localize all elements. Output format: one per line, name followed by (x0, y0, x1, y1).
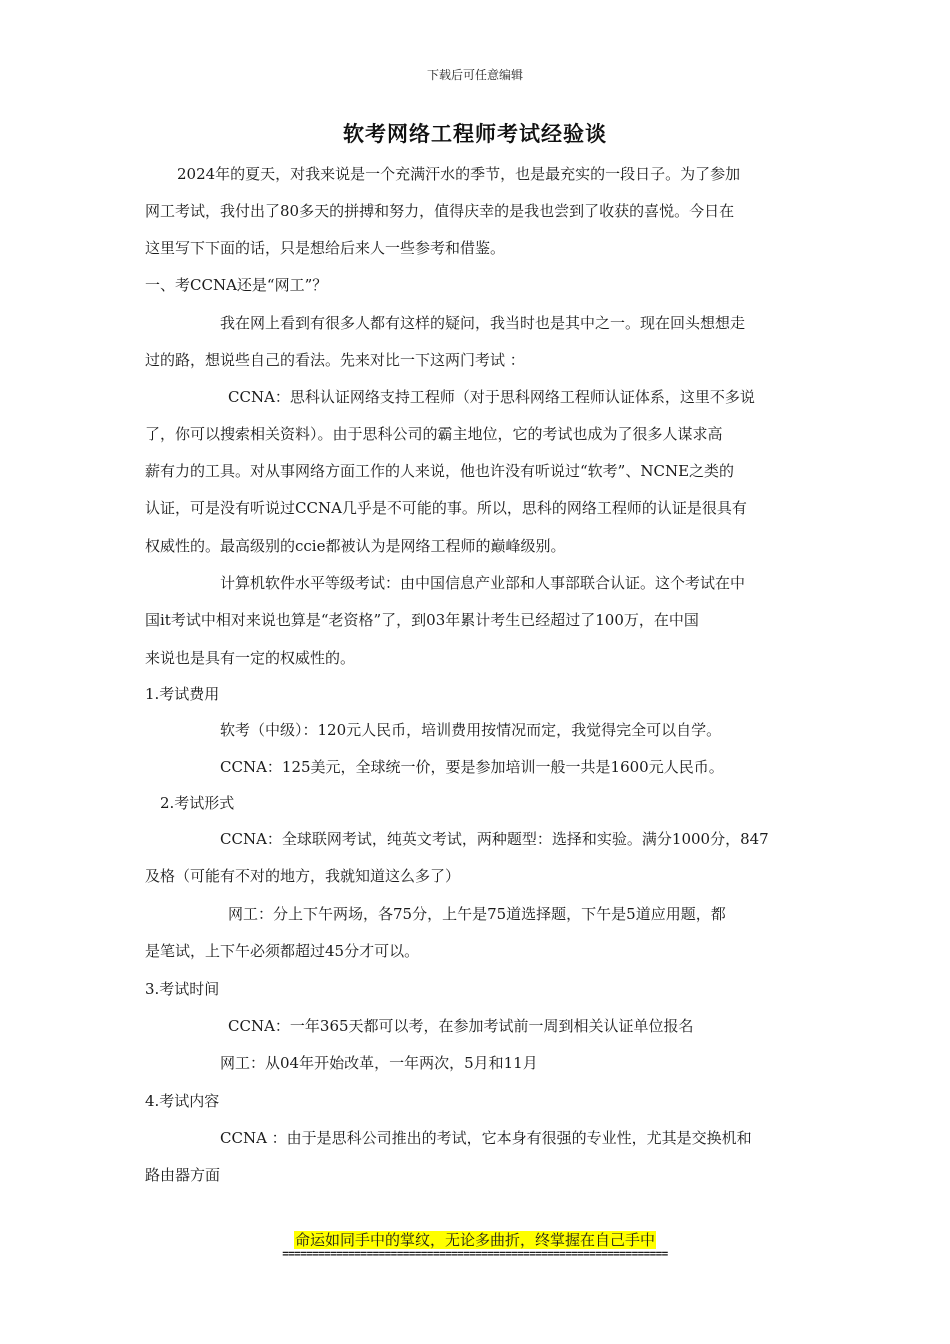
format-line: 是笔试，上下午必须都超过45分才可以。 (145, 942, 420, 960)
ruankao-paragraph-line: 国it考试中相对来说也算是“老资格”了，到03年累计考生已经超过了100万，在中国 (145, 611, 699, 629)
intro-line-1: 2024年的夏天，对我来说是一个充满汗水的季节，也是最充实的一段日子。为了参加 (177, 165, 741, 183)
ccna-paragraph-line: 了，你可以搜索相关资料）。由于思科公司的霸主地位，它的考试也成为了很多人谋求高 (145, 425, 723, 443)
content-line: 路由器方面 (145, 1166, 221, 1184)
fee-line: CCNA：125美元，全球统一价，要是参加培训一般一共是1600元人民币。 (220, 758, 724, 776)
section-heading-1: 一、考CCNA还是“网工”？ (145, 276, 328, 294)
ccna-paragraph-line: 权威性的。最高级别的ccie都被认为是网络工程师的巅峰级别。 (145, 537, 566, 555)
ruankao-paragraph-line: 来说也是具有一定的权威性的。 (145, 649, 356, 667)
section-heading-format: 2.考试形式 (160, 794, 235, 812)
section-heading-content: 4.考试内容 (145, 1092, 220, 1110)
time-line: 网工：从04年开始改革，一年两次，5月和11月 (220, 1054, 538, 1072)
section-heading-time: 3.考试时间 (145, 980, 220, 998)
paragraph-line: 我在网上看到有很多人都有这样的疑问，我当时也是其中之一。现在回头想想走 (220, 314, 746, 332)
content-line: CCNA ：由于是思科公司推出的考试，它本身有很强的专业性，尤其是交换机和 (220, 1129, 752, 1147)
download-note: 下载后可任意编辑 (426, 68, 523, 82)
ccna-paragraph-line: 薪有力的工具。对从事网络方面工作的人来说，他也许没有听说过“软考”、NCNE之类的 (145, 462, 735, 480)
intro-line-3: 这里写下下面的话，只是想给后来人一些参考和借鉴。 (145, 239, 506, 257)
paragraph-line: 过的路，想说些自己的看法。先来对比一下这两门考试 ： (145, 351, 525, 369)
footer-rule: ================================================================ (282, 1247, 668, 1260)
intro-line-2: 网工考试，我付出了80多天的拼搏和努力，值得庆幸的是我也尝到了收获的喜悦。今日在 (145, 202, 735, 220)
document-title: 软考网络工程师考试经验谈 (343, 121, 607, 146)
footer-quote-text: 命运如同手中的掌纹，无论多曲折，终掌握在自己手中 (294, 1231, 655, 1249)
section-heading-fee: 1.考试费用 (145, 685, 220, 703)
time-line: CCNA：一年365天都可以考，在参加考试前一周到相关认证单位报名 (228, 1017, 694, 1035)
ruankao-paragraph-line: 计算机软件水平等级考试：由中国信息产业部和人事部联合认证。这个考试在中 (220, 574, 746, 592)
ccna-paragraph-line: 认证，可是没有听说过CCNA几乎是不可能的事。所以，思科的网络工程师的认证是很具有 (145, 499, 747, 517)
fee-line: 软考（中级）：120元人民币，培训费用按情况而定，我觉得完全可以自学。 (220, 721, 722, 739)
format-line: CCNA：全球联网考试，纯英文考试，两种题型：选择和实验。满分1000分，847 (220, 830, 769, 848)
format-line: 网工：分上下午两场，各75分，上午是75道选择题，下午是5道应用题，都 (228, 905, 726, 923)
ccna-paragraph-line: CCNA：思科认证网络支持工程师（对于思科网络工程师认证体系，这里不多说 (228, 388, 755, 406)
format-line: 及格（可能有不对的地方，我就知道这么多了） (145, 867, 461, 885)
